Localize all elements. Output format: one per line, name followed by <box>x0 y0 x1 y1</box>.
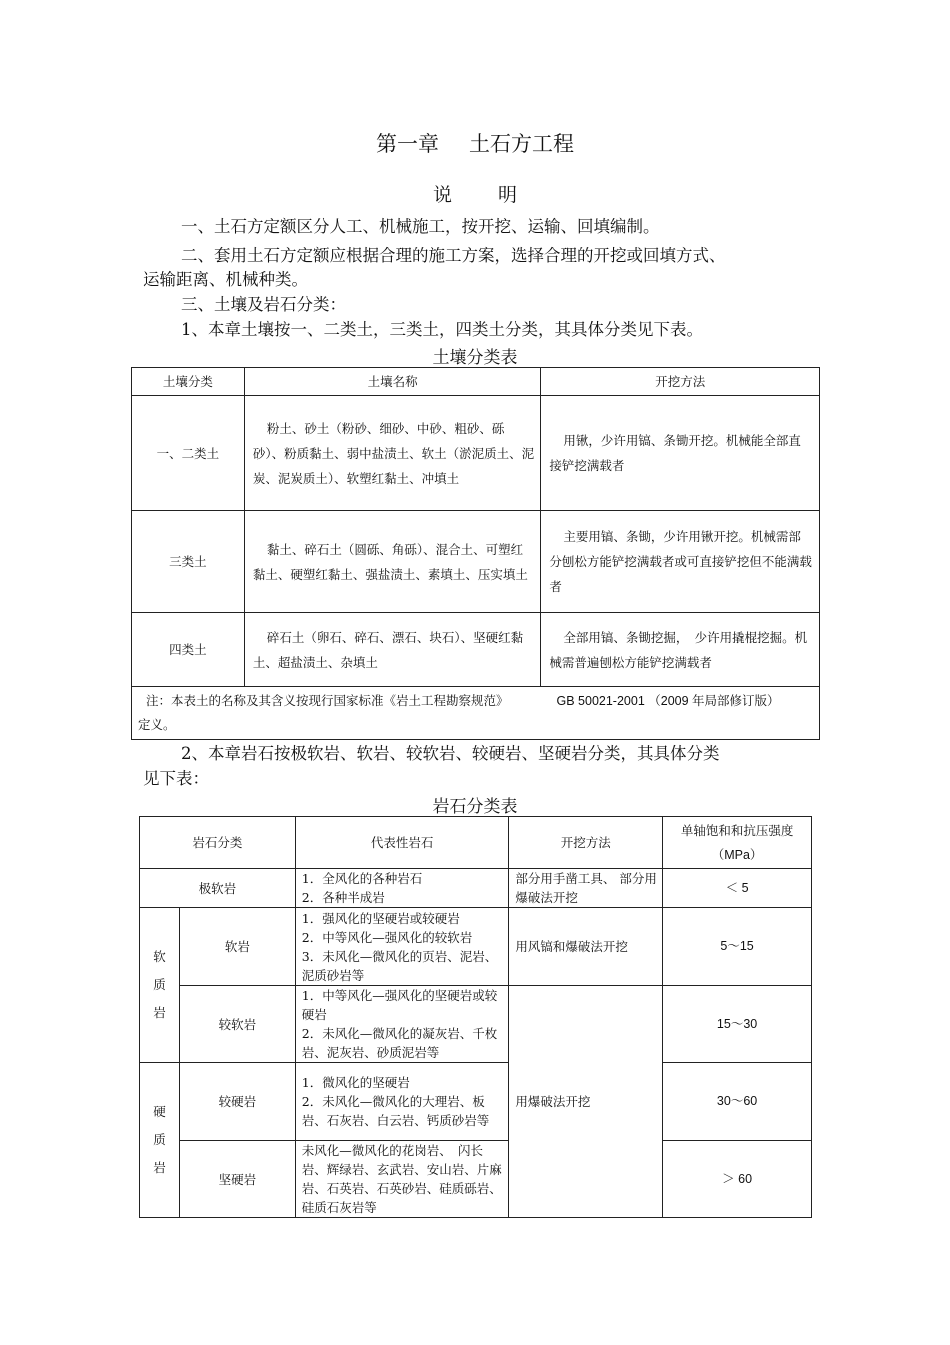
soil-category: 一、二类土 <box>132 396 245 511</box>
table-row <box>132 511 820 613</box>
subtitle-char-1: 说 <box>432 184 452 206</box>
rock-strength: 30～60 <box>663 1063 812 1141</box>
header-soil-name: 土壤名称 <box>244 368 541 396</box>
rock-examples <box>295 1063 509 1141</box>
rock-strength: 15～30 <box>663 986 812 1063</box>
table-header-row <box>132 368 820 396</box>
header-soil-category: 土壤分类 <box>132 368 245 396</box>
rock-examples <box>295 1141 509 1218</box>
rock-example-line: 2．中等风化—强风化的较软岩 <box>301 929 473 945</box>
rock-example-line: 2．未风化—微风化的凝灰岩、千枚岩、泥灰岩、砂质泥岩等 <box>301 1026 498 1060</box>
strength-unit: （MPa） <box>711 847 763 862</box>
note-end: 定义。 <box>138 717 176 732</box>
rock-strength: 5～15 <box>663 908 812 986</box>
rock-example-line: 1．强风化的坚硬岩或较硬岩 <box>301 910 460 926</box>
paragraph-2b: 运输距离、机械种类。 <box>143 270 308 289</box>
rock-category: 软岩 <box>179 908 295 986</box>
rock-examples <box>295 986 509 1063</box>
paragraph-5b: 见下表： <box>143 769 209 788</box>
rock-category: 较软岩 <box>179 986 295 1063</box>
header-excavation-method: 开挖方法 <box>541 368 820 396</box>
table-note-row <box>132 687 820 740</box>
rock-example-line: 未风化—微风化的花岗岩、 闪长岩、辉绿岩、玄武岩、安山岩、片麻岩、石英岩、石英砂岩、硅质砾岩、硅质石灰岩等 <box>301 1143 502 1215</box>
paragraph-3: 三、土壤及岩石分类： <box>181 295 346 314</box>
rock-example-line: 1．微风化的坚硬岩 <box>301 1075 410 1090</box>
table-row <box>132 613 820 687</box>
rock-examples <box>295 869 509 908</box>
rock-category: 极软岩 <box>140 869 296 908</box>
rock-example-line: 2．未风化—微风化的大理岩、板岩、石灰岩、白云岩、钙质砂岩等 <box>301 1094 490 1128</box>
rock-method: 部分用手凿工具、 部分用爆破法开挖 <box>509 869 663 908</box>
soil-names: 粉土、砂土（粉砂、细砂、中砂、粗砂、砾砂）、粉质黏土、弱中盐渍土、软土（淤泥质土、泥炭、泥炭质土）、软塑红黏土、冲填土 <box>244 396 541 511</box>
strength-label: 单轴饱和和抗压强度 <box>680 822 794 838</box>
rock-method: 用爆破法开挖 <box>509 986 663 1218</box>
table-row <box>132 396 820 511</box>
rock-classification-table <box>139 816 812 1218</box>
table-header-row <box>140 817 812 869</box>
paragraph-4: 1、本章土壤按一、二类土，三类土，四类土分类，其具体分类见下表。 <box>181 320 703 339</box>
rock-examples <box>295 908 509 986</box>
table-row <box>140 1063 812 1141</box>
chapter-title <box>0 128 950 158</box>
rock-example-line: 2．各种半成岩 <box>301 890 385 905</box>
soil-method: 全部用镐、条锄挖掘， 少许用撬棍挖掘。机械需普遍刨松方能铲挖满载者 <box>541 613 820 687</box>
subtitle-char-2: 明 <box>498 184 518 206</box>
chapter-name: 土石方工程 <box>469 132 574 156</box>
chapter-number: 第一章 <box>376 132 439 156</box>
paragraph-5a: 2、本章岩石按极软岩、软岩、较软岩、较硬岩、坚硬岩分类，其具体分类 <box>181 744 720 763</box>
rock-example-line: 1．中等风化—强风化的坚硬岩或较硬岩 <box>301 988 498 1022</box>
soil-method: 用锹，少许用镐、条锄开挖。机械能全部直接铲挖满载者 <box>541 396 820 511</box>
header-excavation-method: 开挖方法 <box>509 817 663 869</box>
header-representative-rock: 代表性岩石 <box>295 817 509 869</box>
soil-names: 碎石土（卵石、碎石、漂石、块石）、坚硬红黏土、超盐渍土、杂填土 <box>244 613 541 687</box>
header-rock-category: 岩石分类 <box>140 817 296 869</box>
table-row <box>140 869 812 908</box>
rock-category: 坚硬岩 <box>179 1141 295 1218</box>
header-strength <box>663 817 812 869</box>
group-label: 硬质岩 <box>153 1104 166 1175</box>
paragraph-2a: 二、套用土石方定额应根据合理的施工方案，选择合理的开挖或回填方式、 <box>181 246 726 265</box>
soil-classification-table <box>131 367 820 740</box>
soil-table-caption: 土壤分类表 <box>432 348 518 368</box>
rock-strength: ＞ 60 <box>663 1141 812 1218</box>
paragraph-1: 一、土石方定额区分人工、机械施工，按开挖、运输、回填编制。 <box>181 217 660 236</box>
note-left: 注：本表土的名称及其含义按现行国家标准《岩土工程勘察规范》 <box>146 693 509 708</box>
rock-example-line: 3．未风化—微风化的页岩、泥岩、泥质砂岩等 <box>301 948 498 983</box>
table-row <box>140 908 812 986</box>
soil-names: 黏土、碎石土（圆砾、角砾）、混合土、可塑红黏土、硬塑红黏土、强盐渍土、素填土、压实填土 <box>244 511 541 613</box>
group-hard-rock <box>140 1063 180 1218</box>
rock-example-line: 1．全风化的各种岩石 <box>301 871 423 886</box>
soil-category: 三类土 <box>132 511 245 613</box>
rock-strength: ＜ 5 <box>663 869 812 908</box>
table-row <box>140 986 812 1063</box>
soil-category: 四类土 <box>132 613 245 687</box>
table-row <box>140 1141 812 1218</box>
rock-category: 较硬岩 <box>179 1063 295 1141</box>
note-standard: GB 50021-2001 （2009 年局部修订版） <box>556 694 780 708</box>
section-subtitle <box>0 180 950 207</box>
rock-method: 用风镐和爆破法开挖 <box>509 908 663 986</box>
rock-table-caption: 岩石分类表 <box>432 797 518 817</box>
group-label: 软质岩 <box>153 949 166 1020</box>
group-soft-rock <box>140 908 180 1063</box>
table-note <box>132 687 820 740</box>
soil-method: 主要用镐、条锄，少许用锹开挖。机械需部分刨松方能铲挖满载者或可直接铲挖但不能满载者 <box>541 511 820 613</box>
